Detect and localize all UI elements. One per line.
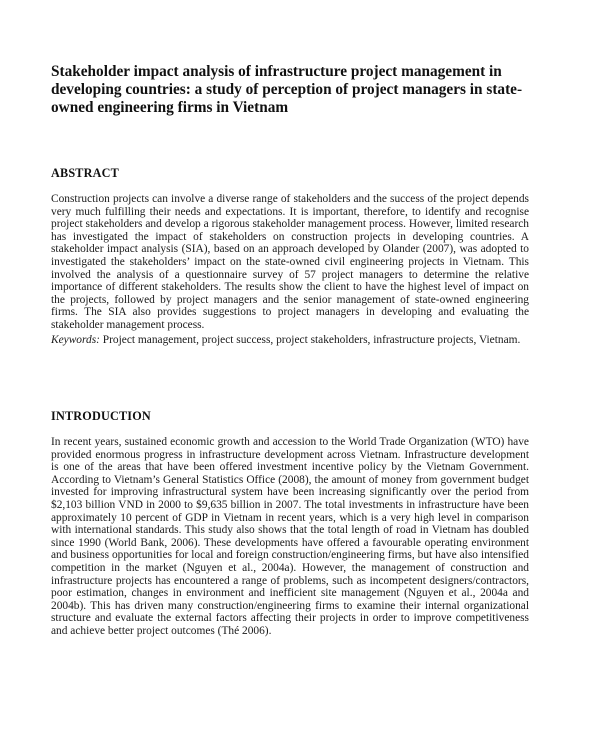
- introduction-heading: INTRODUCTION: [51, 409, 151, 423]
- abstract-heading: ABSTRACT: [51, 166, 119, 180]
- introduction-paragraph: In recent years, sustained economic growth and accession to the World Trade Organization (WTO) have provided enormous progress in infrastructure development across Vietnam. Infrastructure development is one of the areas that have been offered investment incentive policy by the Vietnam Government. According to Vietnam’s General Statistics Office (2008), the amount of money from government budget invested for improving infrastructural system have been increasing significantly over the period from $2,103 billion VND in 2000 to $9,635 billion in 2007. The total investments in infrastructure have been approximately 10 percent of GDP in Vietnam in recent years, which is a very high level in comparison with international standards. This study also shows that the total length of road in Vietnam has doubled since 1990 (World Bank, 2006). These developments have offered a favourable operating environment and business opportunities for local and foreign construction/engineering firms, but have also intensified competition in the market (Nguyen et al., 2004a). However, the management of construction and infrastructure projects has encountered a range of problems, such as incompetent designers/contractors, poor estimation, changes in environment and inefficient site management (Nguyen et al., 2004a and 2004b). This has driven many construction/engineering firms to examine their internal organizational structure and evaluate the external factors affecting their projects in order to improve competitiveness and achieve better project outcomes (Thé 2006).: [51, 436, 529, 637]
- keywords-paragraph: [51, 334, 529, 347]
- paper-title: Stakeholder impact analysis of infrastructure project management in developing countries: a study of perception of project managers in state-owned engineering firms in Vietnam: [51, 63, 523, 116]
- keywords-text: Project management, project success, project stakeholders, infrastructure projects, Vietnam.: [99, 334, 521, 346]
- abstract-paragraph: Construction projects can involve a diverse range of stakeholders and the success of the project depends very much fulfilling their needs and expectations. It is important, therefore, to identify and recognise project stakeholders and develop a rigorous stakeholder management process. However, limited research has investigated the impact of stakeholders on construction projects in developing countries. A stakeholder impact analysis (SIA), based on an approach developed by Olander (2007), was adopted to investigated the stakeholders’ impact on the state-owned civil engineering projects in Vietnam. This involved the analysis of a questionnaire survey of 57 project managers to determine the relative importance of different stakeholders. The results show the client to have the highest level of impact on the projects, followed by project managers and the senior management of state-owned engineering firms. The SIA also provides suggestions to project managers in developing and evaluating the stakeholder management process.: [51, 193, 529, 331]
- keywords-label: Keywords:: [51, 334, 100, 346]
